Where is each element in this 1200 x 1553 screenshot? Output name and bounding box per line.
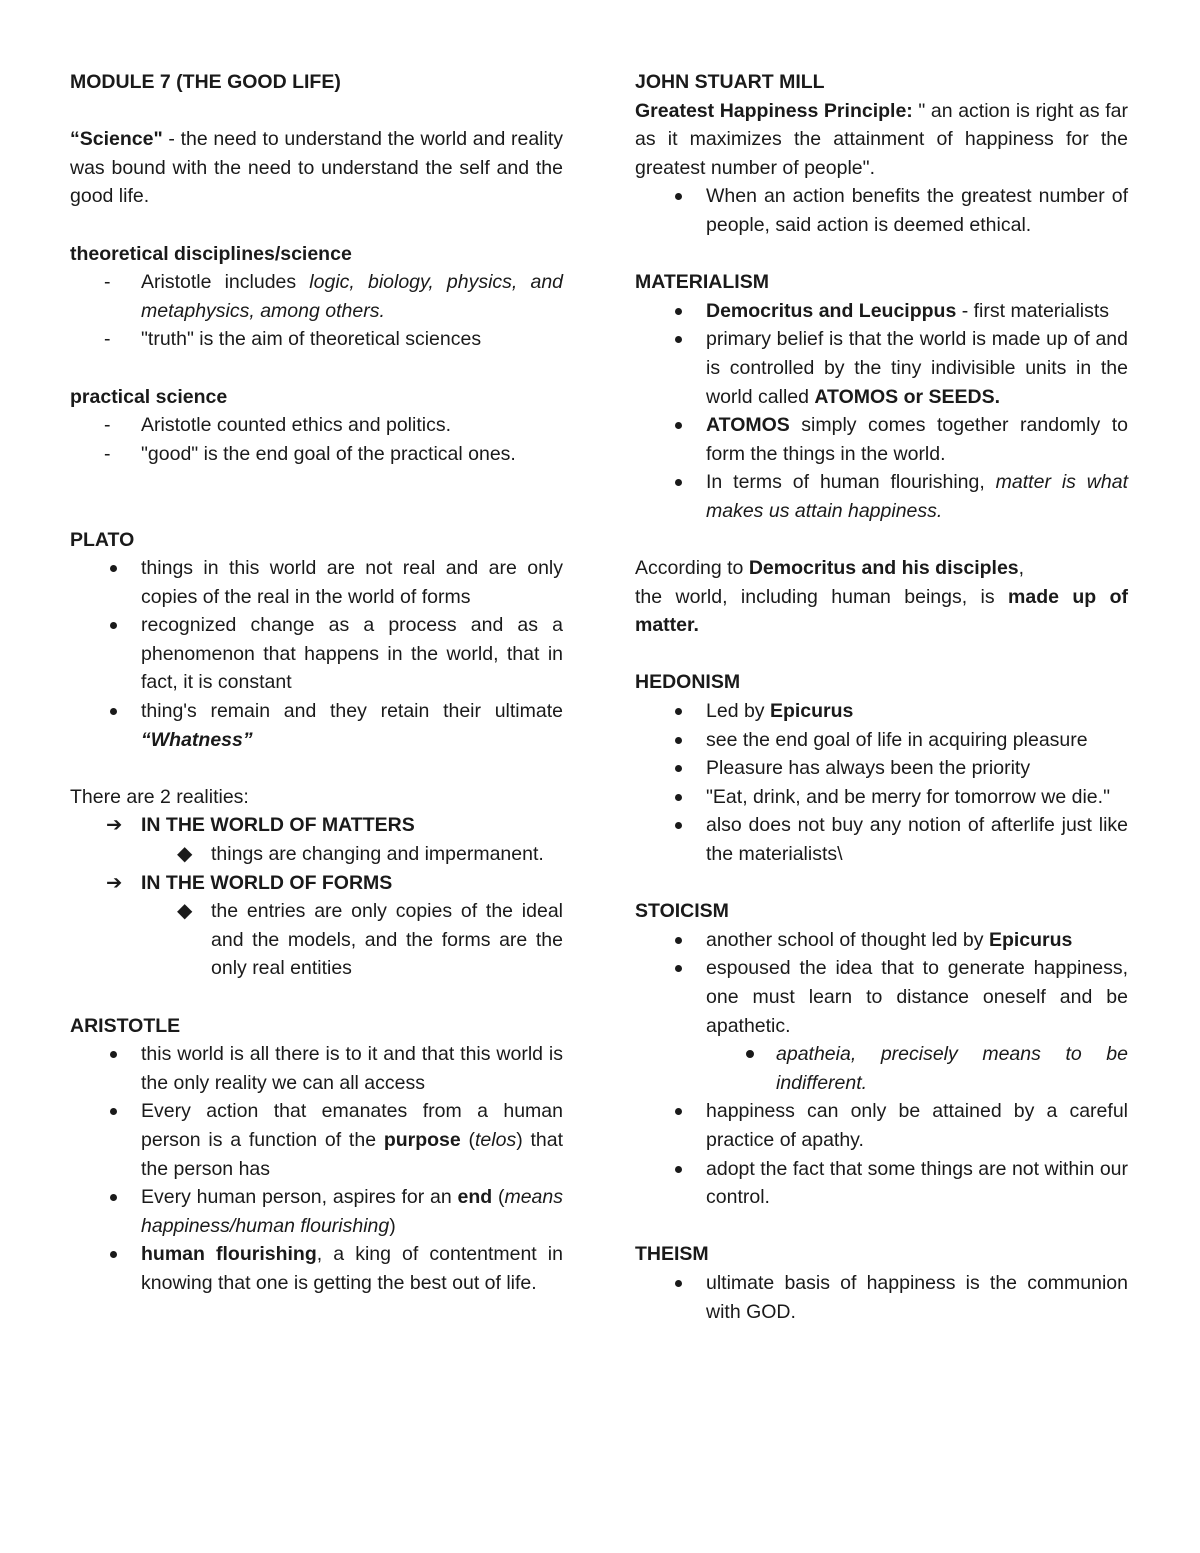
text: the world, including human beings, is (635, 585, 1009, 608)
science-text: - the need to understand the world and reality was bound with the need to understand the self and the good life. (70, 128, 563, 208)
bold-text: purpose (383, 1128, 461, 1151)
theoretical-list (70, 268, 563, 354)
text: In terms of human flourishing, (706, 471, 996, 494)
theism-heading: THEISM (635, 1243, 709, 1266)
text: thing's remain and they retain their ultimate (141, 700, 563, 723)
list-item (635, 697, 1128, 726)
list-item: ◆ things are changing and impermanent. (70, 840, 563, 869)
list-item (635, 926, 1128, 955)
text: primary belief is that the world is made up of and is controlled by the tiny indivisible units in the world called (706, 328, 1128, 408)
list-item: - "truth" is the aim of theoretical sciences (70, 325, 563, 354)
text: , a king of contentment in knowing that one is getting the best out of life. (141, 1243, 563, 1294)
hedonism-list (635, 697, 1128, 869)
right-column (635, 68, 1128, 1326)
italic-text: matter is what makes us attain happiness. (706, 471, 1128, 522)
list-item (70, 1183, 563, 1240)
plato-heading: PLATO (70, 528, 135, 551)
plato-list (70, 554, 563, 754)
bold-text: Democritus and his disciples (748, 557, 1019, 580)
bold-text: Epicurus (988, 928, 1073, 951)
text: Aristotle includes (141, 271, 310, 294)
list-item: ◆ the entries are only copies of the ideal and the models, and the forms are the only real entities (70, 897, 563, 983)
bold-text: ATOMOS (706, 414, 790, 437)
bold-text: end (457, 1186, 493, 1209)
theoretical-heading: theoretical disciplines/science (70, 242, 352, 265)
greatest-happiness-principle (635, 97, 1128, 183)
italic-text: means happiness/human flourishing (141, 1186, 563, 1237)
materialism-heading: MATERIALISM (635, 271, 769, 294)
list-item (70, 1240, 563, 1297)
world-of-forms: IN THE WORLD OF FORMS (141, 871, 393, 894)
stoicism-heading: STOICISM (635, 900, 729, 923)
world-of-matters: IN THE WORLD OF MATTERS (141, 814, 415, 837)
bold-text: human flourishing (141, 1243, 317, 1266)
realities-list (70, 811, 563, 983)
theism-list (635, 1269, 1128, 1326)
list-item: this world is all there is to it and that this world is the only reality we can all access (70, 1040, 563, 1097)
list-item (635, 411, 1128, 468)
bold-text: Greatest Happiness Principle: (635, 99, 913, 122)
world-line (635, 583, 1128, 640)
forms-sublist (70, 897, 563, 983)
italic-text: logic, biology, physics, and metaphysics, among others. (141, 271, 564, 322)
practical-list (70, 411, 563, 468)
text: " an action is right as far as it maximizes the attainment of happiness for the greatest number of people". (635, 99, 1128, 179)
text: Led by (706, 700, 770, 723)
mill-heading: JOHN STUART MILL (635, 71, 825, 93)
text: Every human person, aspires for an (141, 1186, 458, 1209)
list-item: happiness can only be attained by a careful practice of apathy. (635, 1097, 1128, 1154)
text: - first materialists (956, 299, 1110, 322)
module-title: MODULE 7 (THE GOOD LIFE) (70, 71, 341, 93)
whatness-text: “Whatness” (141, 728, 253, 751)
list-item: adopt the fact that some things are not within our control. (635, 1155, 1128, 1212)
list-item: Pleasure has always been the priority (635, 754, 1128, 783)
aristotle-list (70, 1040, 563, 1297)
hedonism-heading: HEDONISM (635, 671, 741, 694)
list-item (635, 325, 1128, 411)
text: ) that the person has (141, 1128, 564, 1180)
list-item (70, 1097, 563, 1183)
text: ) (389, 1214, 396, 1237)
bold-text: ATOMOS or SEEDS. (814, 385, 1001, 408)
list-item (70, 268, 563, 325)
apatheia-sublist (635, 1040, 1128, 1097)
text: Every action that emanates from a human person is a function of the (141, 1100, 563, 1151)
text: According to (635, 557, 749, 580)
list-item: When an action benefits the greatest number of people, said action is deemed ethical. (635, 182, 1128, 239)
list-item: apatheia, precisely means to be indifferent. (635, 1040, 1128, 1097)
text: ( (492, 1186, 505, 1209)
materialism-list (635, 297, 1128, 526)
bold-text: Epicurus (769, 700, 854, 723)
list-item (70, 811, 563, 868)
list-item (635, 954, 1128, 1097)
list-item (635, 468, 1128, 525)
realities-intro: There are 2 realities: (70, 785, 249, 808)
list-item: - Aristotle counted ethics and politics. (70, 411, 563, 440)
mill-list (635, 182, 1128, 239)
text: simply comes together randomly to form the things in the world. (706, 414, 1128, 465)
matters-sublist (70, 840, 563, 869)
text: another school of thought led by (706, 928, 989, 951)
list-item: see the end goal of life in acquiring pleasure (635, 726, 1128, 755)
italic-text: telos (475, 1128, 517, 1151)
practical-heading: practical science (70, 385, 228, 408)
bold-text: Democritus and Leucippus (706, 299, 957, 322)
list-item: also does not buy any notion of afterlife just like the materialists\ (635, 811, 1128, 868)
stoicism-list (635, 926, 1128, 1212)
aristotle-heading: ARISTOTLE (70, 1014, 181, 1037)
list-item (70, 697, 563, 754)
science-term: “Science" (70, 128, 163, 151)
left-column (70, 68, 563, 1298)
text: , (1018, 557, 1025, 580)
list-item: ultimate basis of happiness is the communion with GOD. (635, 1269, 1128, 1326)
list-item (635, 297, 1128, 326)
bold-text: made up of matter. (635, 585, 1128, 637)
list-item: recognized change as a process and as a phenomenon that happens in the world, that in fact, it is constant (70, 611, 563, 697)
science-definition (70, 125, 563, 211)
list-item: things in this world are not real and are only copies of the real in the world of forms (70, 554, 563, 611)
list-item (70, 869, 563, 983)
list-item: "Eat, drink, and be merry for tomorrow we die." (635, 783, 1128, 812)
text: ( (460, 1128, 476, 1151)
text: espoused the idea that to generate happiness, one must learn to distance oneself and be apathetic. (706, 957, 1128, 1037)
list-item: - "good" is the end goal of the practical ones. (70, 440, 563, 469)
according-line (635, 554, 1128, 583)
